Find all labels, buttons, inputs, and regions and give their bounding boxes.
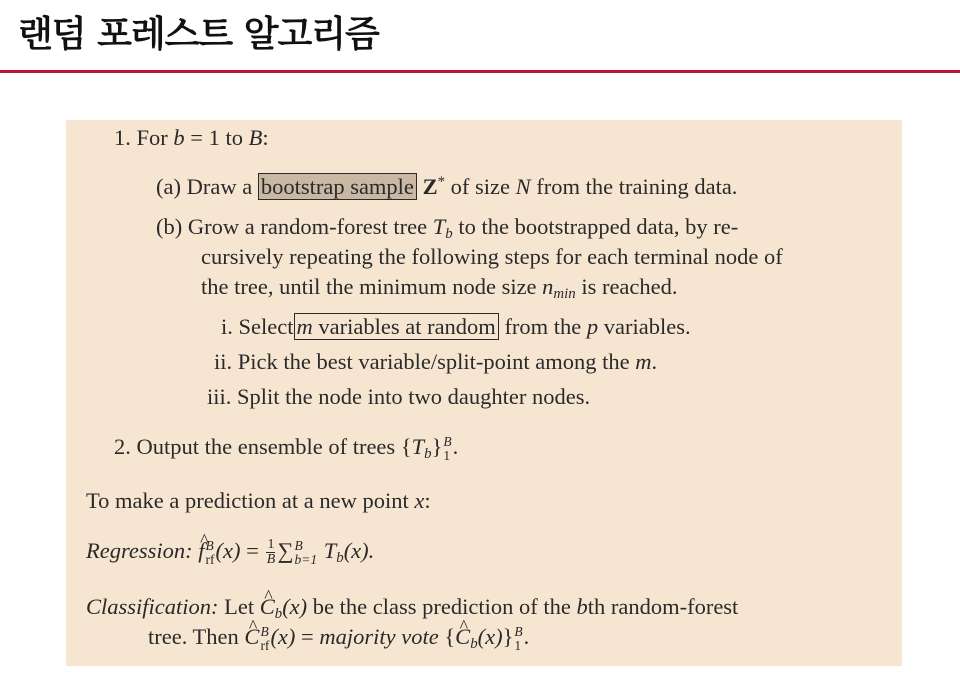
classification-line-1 — [86, 592, 738, 622]
sub-1: 1 — [514, 637, 522, 653]
var-T: T — [432, 214, 446, 239]
algorithm-panel — [66, 120, 902, 666]
step-1a-size-text: of size — [450, 174, 510, 199]
sub-b: b — [445, 226, 453, 243]
sub-b: b — [274, 606, 283, 623]
sub-1: 1 — [443, 447, 451, 463]
var-T: T — [411, 434, 425, 459]
var-x: x — [414, 488, 425, 513]
step-1b-line-2: cursively repeating the following steps for each terminal node of — [201, 244, 783, 269]
var-Z: Z — [422, 174, 438, 199]
classification-label: Classification: — [86, 594, 219, 619]
step-1 — [114, 123, 269, 153]
vote-limits — [514, 625, 522, 652]
var-m: m — [296, 314, 313, 339]
tree-then-text: tree. Then — [148, 624, 239, 649]
th-suffix: th — [587, 594, 606, 619]
sup-B: B — [443, 434, 452, 450]
substep-ii-text: Pick the best variable/split-point among the — [237, 349, 630, 374]
var-N: N — [515, 174, 531, 199]
sum-limits — [295, 539, 318, 566]
sub-rf: rf — [205, 551, 215, 567]
regression-label: Regression: — [86, 538, 193, 563]
equals-sign: = — [190, 125, 203, 150]
start-value: 1 — [208, 125, 220, 150]
title-divider — [0, 70, 960, 73]
period: . — [523, 624, 530, 649]
classification-line-2 — [148, 622, 529, 652]
step-1-text: For — [136, 125, 168, 150]
left-brace: { — [444, 624, 456, 649]
sub-min: min — [553, 286, 576, 303]
step-1b-text-cont: to the bootstrapped data, by re- — [458, 214, 739, 239]
c-limits — [260, 625, 269, 652]
var-b: b — [173, 125, 185, 150]
substep-i-from: from the — [504, 314, 582, 339]
fraction-1-over-B — [266, 538, 275, 567]
step-1b-marker: (b) — [156, 214, 183, 239]
c-hat: ^ C — [455, 622, 470, 652]
var-n: n — [542, 274, 554, 299]
step-1a-rest-text: from the training data. — [536, 174, 738, 199]
fraction-numerator: 1 — [267, 537, 275, 553]
to-word: to — [225, 125, 243, 150]
substep-i-variables: variables. — [603, 314, 691, 339]
sum-symbol: ∑ — [277, 538, 294, 563]
sub-b: b — [470, 636, 478, 653]
step-2-text: Output the ensemble of trees — [136, 434, 396, 459]
prediction-intro — [86, 486, 431, 516]
arg-x: (x) — [477, 624, 503, 649]
step-1a — [156, 172, 737, 202]
regression-formula — [86, 536, 374, 567]
var-T: T — [323, 538, 337, 563]
sup-B: B — [514, 624, 523, 640]
period: . — [651, 349, 658, 374]
colon: : — [262, 125, 269, 150]
random-variables-text: variables at random — [318, 314, 496, 339]
regression-rest: (x). — [343, 538, 375, 563]
left-brace: { — [400, 434, 412, 459]
c-hat: ^ C — [244, 622, 259, 652]
colon: : — [424, 488, 431, 513]
prediction-intro-text: To make a prediction at a new point — [86, 488, 409, 513]
sup-B: B — [260, 624, 269, 640]
step-2-marker: 2. — [114, 434, 131, 459]
substep-ii-marker: ii. — [214, 349, 233, 374]
arg-x: (x) — [282, 594, 308, 619]
step-1a-marker: (a) — [156, 174, 181, 199]
arg-x: (x) — [270, 624, 296, 649]
substep-i — [221, 312, 691, 342]
substep-i-text: Select — [238, 314, 294, 339]
fraction-denominator: B — [266, 552, 276, 568]
period: . — [452, 434, 459, 459]
var-m: m — [635, 349, 652, 374]
sum-lower: b=1 — [294, 551, 318, 567]
substep-iii-text: Split the node into two daughter nodes. — [237, 384, 591, 409]
equals-sign: = — [246, 538, 259, 563]
step-2 — [114, 432, 458, 462]
random-variables-highlight — [294, 313, 499, 340]
var-B: B — [248, 125, 263, 150]
var-p: p — [586, 314, 599, 339]
majority-vote-text: majority vote — [319, 624, 439, 649]
star-superscript: * — [437, 173, 445, 190]
sum-upper: B — [294, 538, 303, 554]
var-b: b — [576, 594, 588, 619]
step-1-marker: 1. — [114, 125, 131, 150]
step-1b-line-3-rest: is reached. — [581, 274, 678, 299]
sub-rf: rf — [260, 637, 270, 653]
substep-iii-marker: iii. — [207, 384, 232, 409]
classification-text: be the class prediction of the — [312, 594, 571, 619]
sub-b: b — [424, 446, 432, 463]
step-1b-line-1 — [156, 212, 738, 242]
bootstrap-sample-highlight: bootstrap sample — [258, 173, 417, 200]
sub-b: b — [336, 550, 344, 567]
step-1b-line-3-text: the tree, until the minimum node size — [201, 274, 537, 299]
right-brace: } — [502, 624, 514, 649]
slide-title: 랜덤 포레스트 알고리즘 — [18, 14, 379, 55]
right-brace: } — [431, 434, 443, 459]
ensemble-limits — [443, 435, 451, 462]
let-word: Let — [224, 594, 255, 619]
f-hat: ^ f — [198, 536, 204, 566]
c-hat: ^ C — [260, 592, 275, 622]
step-1a-text: Draw a — [186, 174, 253, 199]
sup-B: B — [205, 538, 214, 554]
step-1b-line-3 — [201, 272, 678, 302]
arg-x: (x) — [215, 538, 241, 563]
substep-iii — [207, 382, 590, 412]
equals-sign: = — [301, 624, 314, 649]
classification-text-cont: random-forest — [610, 594, 739, 619]
substep-i-marker: i. — [221, 314, 233, 339]
step-1b-text: Grow a random-forest tree — [187, 214, 428, 239]
substep-ii — [214, 347, 657, 377]
